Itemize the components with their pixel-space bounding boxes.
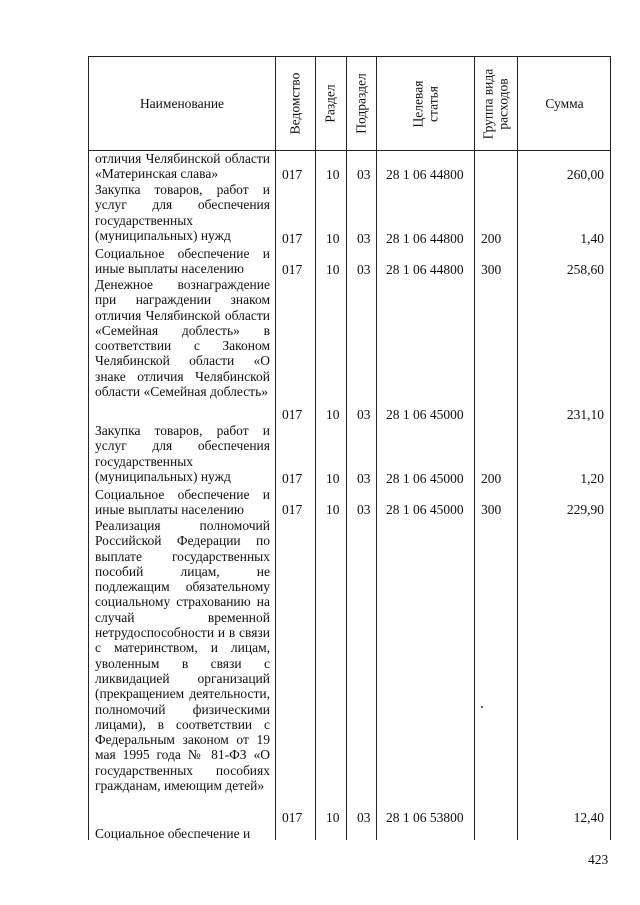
row-podrazdel: 03	[357, 810, 371, 825]
row-celevaya: 28 1 06 44800	[386, 262, 464, 277]
col-divider	[474, 57, 475, 840]
row-celevaya: 28 1 06 45000	[386, 471, 464, 486]
row-ved: 017	[282, 231, 303, 246]
row-podrazdel: 03	[357, 167, 371, 182]
row-name: отличия Челябинской области «Материнская слава»	[95, 151, 270, 182]
row-razdel: 10	[326, 231, 340, 246]
row-summa: 12,40	[573, 810, 604, 825]
col-divider	[517, 57, 518, 840]
header-celevaya	[376, 57, 474, 150]
row-podrazdel: 03	[357, 471, 371, 486]
header-summa	[517, 57, 612, 150]
row-ved: 017	[282, 407, 303, 422]
row-name: Социальное обеспечение и иные выплаты населению	[95, 487, 270, 518]
header-name-label: Наименование	[139, 96, 225, 111]
row-podrazdel: 03	[357, 262, 371, 277]
row-razdel: 10	[326, 407, 340, 422]
header-podrazdel-label: Подраздел	[353, 73, 369, 134]
row-ved: 017	[282, 471, 303, 486]
row-name: Социальное обеспечение и	[95, 826, 251, 841]
header-gruppa-label	[481, 68, 511, 139]
row-celevaya: 28 1 06 53800	[386, 810, 464, 825]
row-summa: 229,90	[566, 502, 604, 517]
header-name	[89, 57, 275, 150]
row-celevaya: 28 1 06 45000	[386, 502, 464, 517]
header-gruppa	[474, 57, 517, 150]
header-gruppa-line1: Группа вида	[480, 68, 496, 139]
col-divider	[275, 57, 276, 840]
row-summa: 1,20	[580, 471, 604, 486]
row-ved: 017	[282, 262, 303, 277]
header-podrazdel	[346, 57, 376, 150]
header-razdel-label: Раздел	[323, 84, 338, 123]
row-name: Закупка товаров, работ и услуг для обеспечения государственных (муниципальных) нужд	[95, 423, 270, 484]
row-celevaya: 28 1 06 45000	[386, 407, 464, 422]
row-razdel: 10	[326, 262, 340, 277]
row-ved: 017	[282, 810, 303, 825]
row-name: Социальное обеспечение и иные выплаты населению	[95, 246, 270, 277]
row-ved: 017	[282, 167, 303, 182]
row-podrazdel: 03	[357, 231, 371, 246]
scan-speck	[481, 706, 483, 708]
row-name: Реализация полномочий Российской Федерации по выплате государственных пособий лицам, не подлежащим обязательному социальному страхованию на случай временной нетрудоспособности и в связи с материнством, и лицам, уволенным в связи с ликвидацией организаций (прекращением деятельности, полномочий физическими лицами), в соответствии с Федеральным законом от 19 мая 1995 года № 81-ФЗ «О государственных пособиях гражданам, имеющим детей»	[95, 518, 270, 794]
header-ved	[275, 57, 315, 150]
header-celevaya-line2: статья	[425, 85, 440, 122]
col-divider	[376, 57, 377, 840]
header-summa-label: Сумма	[545, 96, 584, 111]
row-celevaya: 28 1 06 44800	[386, 231, 464, 246]
budget-table	[88, 56, 611, 840]
header-razdel	[315, 57, 346, 150]
row-name: Денежное вознаграждение при награждении знаком отличия Челябинской области «Семейная доблесть» в соответствии с Законом Челябинской области «О знаке отличия Челябинской области «Семейная доблесть»	[95, 277, 270, 400]
row-gruppa: 300	[481, 502, 502, 517]
header-gruppa-line2: расходов	[495, 77, 511, 130]
col-divider	[315, 57, 316, 840]
row-gruppa: 300	[481, 262, 502, 277]
row-podrazdel: 03	[357, 407, 371, 422]
header-celevaya-line1: Целевая	[410, 80, 425, 127]
row-razdel: 10	[326, 471, 340, 486]
col-divider	[346, 57, 347, 840]
page-number: 423	[588, 852, 609, 867]
row-summa: 1,40	[580, 231, 604, 246]
row-name: Закупка товаров, работ и услуг для обеспечения государственных (муниципальных) нужд	[95, 182, 270, 243]
row-summa: 258,60	[566, 262, 604, 277]
row-podrazdel: 03	[357, 502, 371, 517]
row-razdel: 10	[326, 502, 340, 517]
row-summa: 231,10	[566, 407, 604, 422]
row-ved: 017	[282, 502, 303, 517]
row-razdel: 10	[326, 810, 340, 825]
row-gruppa: 200	[481, 231, 502, 246]
header-celevaya-label	[410, 80, 440, 127]
header-ved-label: Ведомство	[287, 72, 303, 135]
row-celevaya: 28 1 06 44800	[386, 167, 464, 182]
row-gruppa: 200	[481, 471, 502, 486]
row-summa: 260,00	[566, 167, 604, 182]
row-razdel: 10	[326, 167, 340, 182]
